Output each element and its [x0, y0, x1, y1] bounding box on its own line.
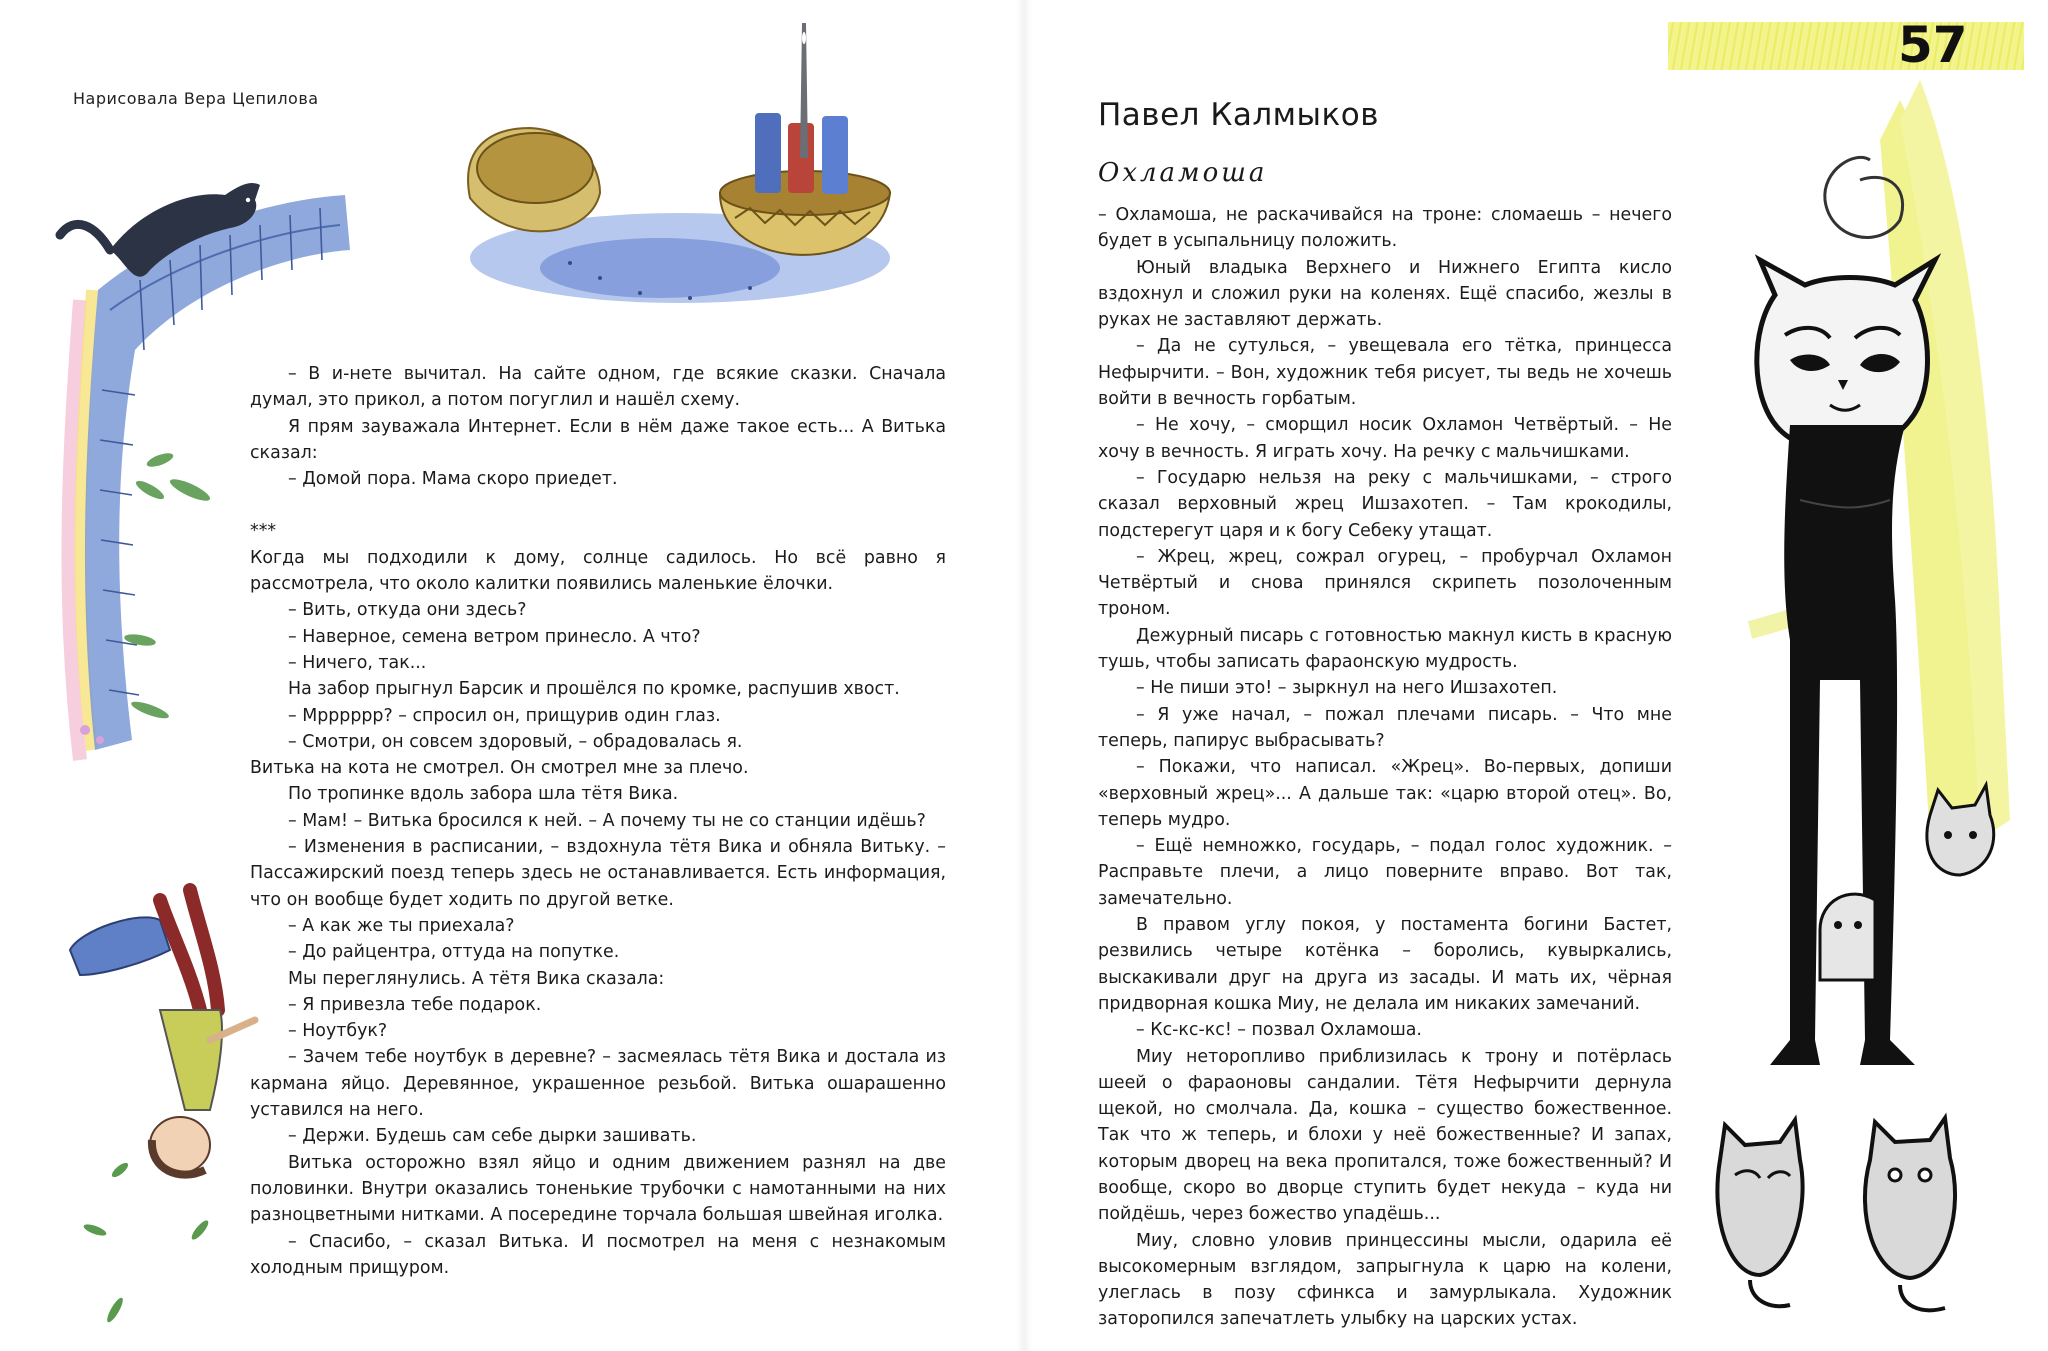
paragraph: Я прям зауважала Интернет. Если в нём даже такое есть... А Витька сказал:	[250, 416, 946, 463]
section-separator: ***	[250, 521, 277, 542]
paragraph: В правом углу покоя, у постамента богини Бастет, резвились четыре котёнка – боролись, кувыркались, выскакивали друг на друга из засады. И мать их, чёрная придворная кошка Миу, не делала им никаких замечаний.	[1098, 915, 1672, 1014]
wooden-egg-thread-illustration	[450, 18, 930, 318]
paragraph: Когда мы подходили к дому, солнце садилось. Но всё равно я рассмотрела, что около калитки появились маленькие ёлочки.	[250, 547, 946, 595]
paragraph: Миу, словно уловив принцессины мысли, одарила её высокомерным взглядом, запрыгнула к царю на колени, улеглась в позу сфинкса и замурлыкала. Художник заторопился запечатлеть улыбку на царских устах.	[1098, 1230, 1672, 1330]
story-text-left	[250, 361, 946, 1281]
paragraph: – Смотри, он совсем здоровый, – обрадовалась я.	[288, 731, 743, 752]
paragraph: – Ещё немножко, государь, – подал голос художник. – Расправьте плечи, а лицо поверните вправо. Вот так, замечательно.	[1098, 836, 1672, 909]
paragraph: – Спасибо, – сказал Витька. И посмотрел на меня с незнакомым холодным прищуром.	[250, 1231, 946, 1278]
paragraph: Миу неторопливо приблизилась к трону и потёрлась шеей о фараоновы сандалии. Тётя Нефырчити дернула щекой, но смолчала. Да, кошка – существо божественное. Так что ж теперь, и блохи у неё божественные? И запах, которым дворец на века пропитался, тоже божественный? И вообще, скоро во дворце ступить будет некуда – куда ни пойдёшь, через божество упадёшь...	[1098, 1046, 1672, 1225]
paragraph: – А как же ты приехала?	[288, 915, 515, 936]
paragraph: – В и-нете вычитал. На сайте одном, где всякие сказки. Сначала думал, это прикол, а потом погуглил и нашёл схему.	[250, 364, 946, 411]
paragraph: – Охламоша, не раскачивайся на троне: сломаешь – нечего будет в усыпальницу положить.	[1098, 205, 1672, 252]
paragraph: Юный владыка Верхнего и Нижнего Египта кисло вздохнул и сложил руки на коленях. Ещё спасибо, жезлы в руках не заставляют держать.	[1098, 257, 1672, 331]
paragraph: На забор прыгнул Барсик и прошёлся по кромке, распушив хвост.	[288, 679, 900, 700]
paragraph: – До райцентра, оттуда на попутке.	[288, 942, 620, 963]
falling-boy-illustration	[40, 870, 270, 1330]
paragraph: – Изменения в расписании, – вздохнула тётя Вика и обняла Витьку. – Пассажирский поезд теперь здесь не останавливается. Есть информация, что он вообще будет ходить по другой ветке.	[250, 837, 946, 910]
paragraph: – Не пиши это! – зыркнул на него Ишзахотеп.	[1136, 678, 1558, 699]
illustrator-credit: Нарисовала Вера Цепилова	[73, 89, 319, 108]
story-title: Охламоша	[1098, 158, 1268, 188]
black-cat-illustration	[1690, 80, 2030, 1330]
paragraph: – Ничего, так...	[288, 652, 427, 673]
story-text-right	[1098, 202, 1672, 1333]
paragraph: – Зачем тебе ноутбук в деревне? – засмеялась тётя Вика и достала из кармана яйцо. Деревянное, украшенное резьбой. Витька ошарашенно уставился на него.	[250, 1047, 946, 1121]
paragraph: По тропинке вдоль забора шла тётя Вика.	[288, 784, 679, 805]
paragraph: – Держи. Будешь сам себе дырки зашивать.	[288, 1126, 697, 1147]
paragraph: – Ноутбук?	[288, 1021, 388, 1042]
paragraph: – Жрец, жрец, сожрал огурец, – пробурчал Охламон Четвёртый и снова принялся скрипеть позолоченным троном.	[1098, 546, 1672, 620]
paragraph: – Покажи, что написал. «Жрец». Во-первых, допиши «верховный жрец»... А дальше так: «царю второй отец». Во, теперь мудро.	[1098, 757, 1672, 830]
paragraph: Дежурный писарь с готовностью макнул кисть в красную тушь, чтобы записать фараонскую мудрость.	[1098, 625, 1672, 673]
paragraph: – Домой пора. Мама скоро приедет.	[288, 469, 618, 490]
paragraph: – Я привезла тебе подарок.	[288, 994, 542, 1015]
paragraph: – Да не сутулься, – увещевала его тётка, принцесса Нефырчити. – Вон, художник тебя рисует, ты ведь не хочешь войти в вечность горбатым.	[1098, 336, 1672, 410]
page-number: 57	[1898, 16, 1968, 74]
page-number-highlight	[1668, 22, 2024, 70]
paragraph: – Вить, откуда они здесь?	[288, 600, 527, 621]
paragraph: – Кс-кс-кс! – позвал Охламоша.	[1136, 1020, 1422, 1041]
paragraph: Витька на кота не смотрел. Он смотрел мне за плечо.	[250, 758, 749, 779]
paragraph: – Я уже начал, – пожал плечами писарь. – Что мне теперь, папирус выбрасывать?	[1098, 704, 1672, 751]
author-name: Павел Калмыков	[1098, 97, 1379, 133]
paragraph: – Не хочу, – сморщил носик Охламон Четвёртый. – Не хочу в вечность. Я играть хочу. На речку с мальчишками.	[1098, 415, 1672, 462]
book-gutter	[1016, 0, 1032, 1351]
paragraph: – Наверное, семена ветром принесло. А что?	[288, 626, 701, 647]
paragraph: Витька осторожно взял яйцо и одним движением разнял на две половинки. Внутри оказались тоненькие трубочки с намотанными на них разноцветными нитками. А посередине торчала большая швейная иголка.	[250, 1152, 946, 1226]
paragraph: – Мрррррр? – спросил он, прищурив один глаз.	[288, 705, 721, 726]
paragraph: – Государю нельзя на реку с мальчишками, – строго сказал верховный жрец Ишзахотеп. – Там крокодилы, подстерегут царя и к богу Себеку утащат.	[1098, 467, 1672, 541]
paragraph: Мы переглянулись. А тётя Вика сказала:	[288, 968, 665, 989]
paragraph: – Мам! – Витька бросился к ней. – А почему ты не со станции идёшь?	[288, 810, 926, 831]
